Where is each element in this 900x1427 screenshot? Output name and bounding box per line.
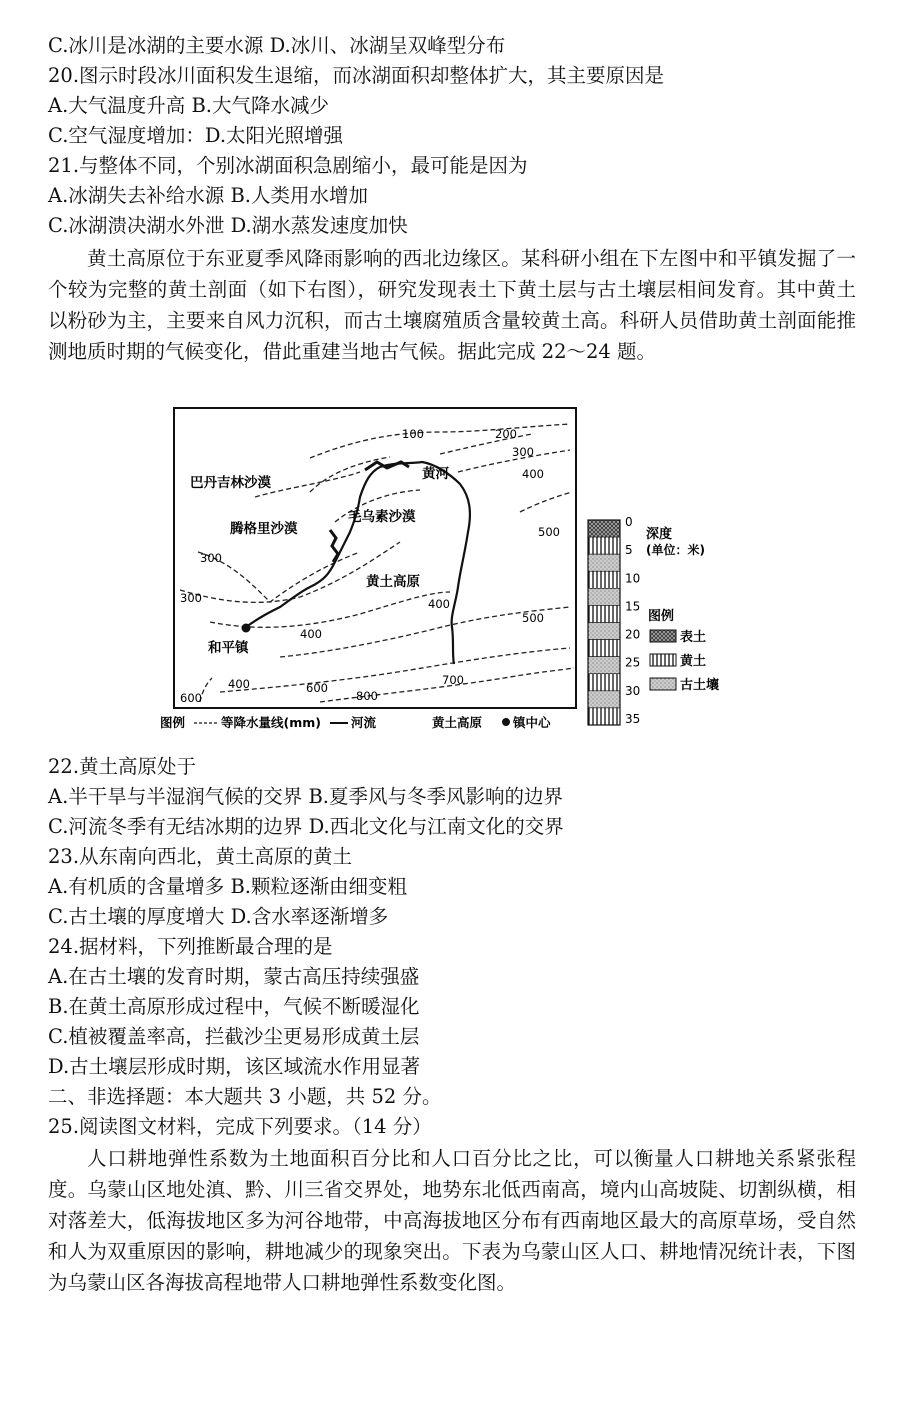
option-line: A.有机质的含量增多 B.颗粒逐渐由细变粗 [48, 875, 408, 898]
svg-text:300: 300 [512, 445, 534, 459]
profile-layer-loess [588, 640, 620, 657]
label-loess-plateau: 黄土高原 [366, 574, 420, 590]
final-paragraph: 人口耕地弹性系数为土地面积百分比和人口百分比之比，可以衡量人口耕地关系紧张程度。乌蒙山区地处滇、黔、川三省交界处，地势东北低西南高，境内山高坡陡、切割纵横，相对落差大，低海拔地区多为河谷地带，中高海拔地区分布有西南地区最大的高原草场，受自然和人为双重原因的影响，耕地减少的现象突出。下表为乌蒙山区人口、耕地情况统计表，下图为乌蒙山区各海拔高程地带人口耕地弹性系数变化图。 [48, 1147, 856, 1294]
svg-text:600: 600 [306, 681, 328, 695]
profile-layer-loess [588, 674, 620, 691]
label-mu-us: 毛乌素沙漠 [348, 509, 416, 525]
depth-scale [625, 515, 640, 726]
profile-layer-topsoil [588, 520, 620, 537]
label-badain: 巴丹吉林沙漠 [190, 475, 271, 491]
question-23: 23.从东南向西北，黄土高原的黄土 [48, 845, 353, 868]
option-line: C.植被覆盖率高，拦截沙尘更易形成黄土层 [48, 1025, 420, 1048]
profile-layer-loess [588, 537, 620, 554]
svg-text:400: 400 [228, 677, 250, 691]
option-line: D.古土壤层形成时期，该区域流水作用显著 [48, 1055, 421, 1078]
svg-text:等降水量线(mm): 等降水量线(mm) [221, 715, 321, 730]
svg-text:图例: 图例 [160, 715, 186, 730]
profile-legend-title: 图例 [648, 609, 675, 624]
option-line: A.冰湖失去补给水源 B.人类用水增加 [48, 184, 369, 207]
question-21: 21.与整体不同，个别冰湖面积急剧缩小，最可能是因为 [48, 154, 528, 177]
depth-tick-label: 30 [625, 683, 641, 698]
profile-layer-loess [588, 605, 620, 622]
svg-text:300: 300 [200, 551, 222, 565]
question-24: 24.据材料，下列推断最合理的是 [48, 935, 333, 958]
svg-text:表土: 表土 [680, 630, 707, 645]
svg-text:400: 400 [428, 597, 450, 611]
svg-text:500: 500 [538, 525, 560, 539]
profile-layer-paleosol [588, 623, 620, 640]
depth-tick-label: 25 [625, 655, 641, 670]
depth-tick-label: 5 [625, 543, 633, 558]
map-legend [160, 715, 551, 730]
svg-text:500: 500 [522, 611, 544, 625]
map-panel [160, 408, 576, 730]
profile-layer-paleosol [588, 588, 620, 605]
soil-profile [588, 515, 719, 726]
svg-text:300: 300 [180, 591, 202, 605]
option-line: C.冰湖溃决湖水外泄 D.湖水蒸发速度加快 [48, 214, 408, 237]
profile-layer-loess [588, 571, 620, 588]
depth-title: 深度 [646, 527, 673, 542]
intro-paragraph: 黄土高原位于东亚夏季风降雨影响的西北边缘区。某科研小组在下左图中和平镇发掘了一个较为完整的黄土剖面（如下右图），研究发现表土下黄土层与古土壤层相间发育。其中黄土以粉砂为主，主要来自风力沉积，而古土壤腐殖质含量较黄土高。科研人员借助黄土剖面能推测地质时期的气候变化，借此重建当地古气候。据此完成 22～24 题。 [48, 247, 856, 363]
profile-layer-paleosol [588, 691, 620, 708]
option-line: A.大气温度升高 B.大气降水减少 [48, 94, 330, 117]
depth-unit: (单位：米) [646, 543, 705, 557]
town-dot [242, 624, 251, 633]
option-line: C.冰川是冰湖的主要水源 D.冰川、冰湖呈双峰型分布 [48, 34, 506, 57]
svg-text:河流: 河流 [351, 715, 377, 730]
svg-text:黄土高原: 黄土高原 [432, 715, 483, 730]
depth-tick-label: 35 [625, 712, 641, 726]
svg-text:700: 700 [442, 673, 464, 687]
svg-text:200: 200 [495, 427, 517, 441]
svg-text:古土壤: 古土壤 [680, 678, 720, 693]
option-line: A.在古土壤的发育时期，蒙古高压持续强盛 [48, 965, 420, 988]
depth-tick-label: 20 [625, 627, 641, 642]
option-line: B.在黄土高原形成过程中，气候不断暖湿化 [48, 995, 420, 1018]
profile-legend [650, 629, 719, 693]
profile-layer-paleosol [588, 554, 620, 571]
depth-tick-label: 15 [625, 599, 641, 614]
question-20: 20.图示时段冰川面积发生退缩，而冰湖面积却整体扩大，其主要原因是 [48, 64, 665, 87]
option-line: C.空气湿度增加：D.太阳光照增强 [48, 124, 344, 147]
svg-text:600: 600 [180, 691, 202, 705]
depth-tick-label: 10 [625, 571, 641, 586]
label-tengger: 腾格里沙漠 [230, 521, 298, 537]
profile-layer-loess [588, 708, 620, 725]
profile-column [588, 520, 620, 725]
svg-text:400: 400 [300, 627, 322, 641]
depth-tick-label: 0 [625, 515, 633, 529]
loess-map-figure [160, 402, 740, 740]
label-heping: 和平镇 [208, 640, 249, 656]
option-line: C.古土壤的厚度增大 D.含水率逐渐增多 [48, 905, 389, 928]
option-line: A.半干旱与半湿润气候的交界 B.夏季风与冬季风影响的边界 [48, 785, 564, 808]
profile-layer-paleosol [588, 657, 620, 674]
section-heading: 二、非选择题：本大题共 3 小题，共 52 分。 [48, 1085, 442, 1108]
question-22: 22.黄土高原处于 [48, 755, 197, 778]
option-line: C.河流冬季有无结冰期的边界 D.西北文化与江南文化的交界 [48, 815, 564, 838]
label-huang-he: 黄河 [422, 466, 449, 482]
svg-text:镇中心: 镇中心 [513, 715, 551, 730]
svg-text:800: 800 [356, 689, 378, 703]
svg-text:400: 400 [522, 467, 544, 481]
question-25: 25.阅读图文材料，完成下列要求。（14 分） [48, 1115, 432, 1138]
svg-text:黄土: 黄土 [680, 654, 707, 669]
svg-text:100: 100 [402, 427, 424, 441]
